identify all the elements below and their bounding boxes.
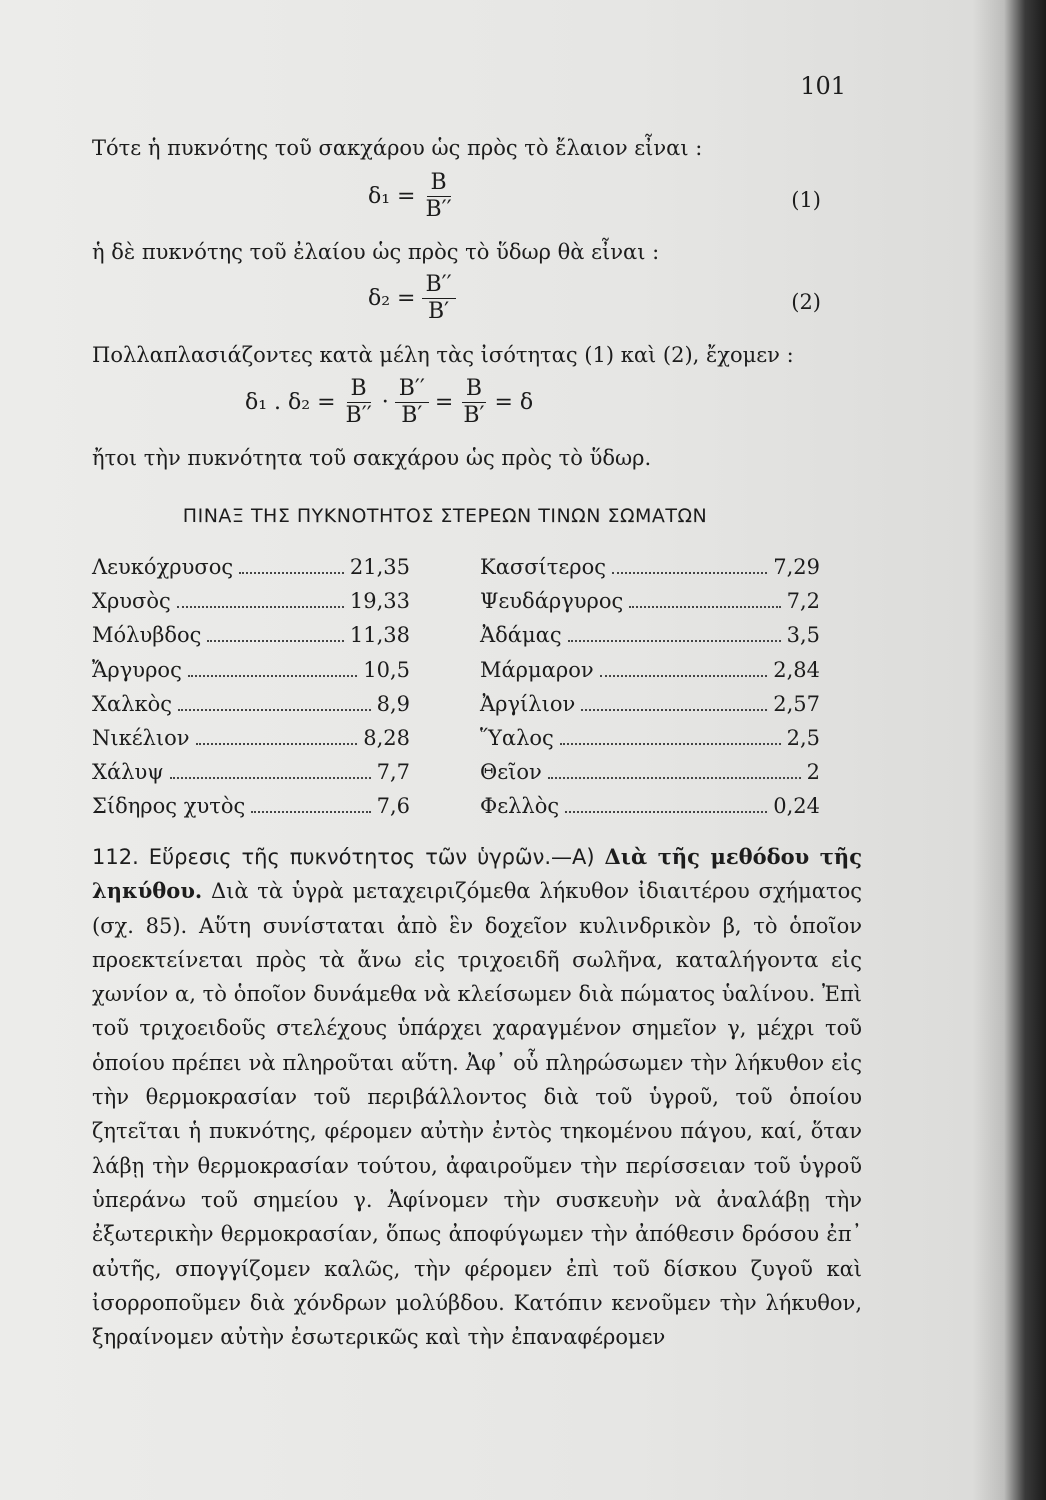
material-name: Λευκόχρυσος [92, 555, 234, 579]
equation-3-fraction-1-numerator: B [347, 376, 371, 403]
material-name: Κασσίτερος [480, 555, 607, 579]
density-value: 2,5 [786, 725, 820, 750]
equation-1-denominator: B′′ [425, 197, 452, 222]
leader-dots [565, 811, 767, 813]
equation-3-fraction-3 [459, 376, 488, 429]
density-value: 2,57 [773, 691, 820, 716]
equation-3-rhs: = δ [494, 390, 534, 415]
equation-2 [368, 272, 462, 325]
density-value: 2,84 [773, 657, 820, 682]
section-body: Διὰ τὰ ὑγρὰ μεταχειριζόμεθα λήκυθον ἰδιαιτέρου σχήματος (σχ. 85). Αὕτη συνίσταται ἀπὸ ἓν δοχεῖον κυλινδρικὸν β, τὸ ὁποῖον προεκτείνεται πρὸς τὰ ἄνω εἰς τριχοειδῆ σωλῆνα, καταλήγοντα εἰς χωνίον α, τὸ ὁποῖον δυνάμεθα νὰ κλείσωμεν διὰ πώματος ὑαλίνου. Ἐπὶ τοῦ τριχοειδοῦς στελέχους ὑπάρχει χαραγμένον σημεῖον γ, μέχρι τοῦ ὁποίου πρέπει νὰ πληροῦται αὕτη. Ἀφ᾿ οὗ πληρώσωμεν τὴν λήκυθον εἰς τὴν θερμοκρασίαν τοῦ περιβάλλοντος διὰ τοῦ ὑγροῦ, τοῦ ὁποίου ζητεῖται ἡ πυκνότης, φέρομεν αὐτὴν ἐντὸς τηκομένου πάγου, καί, ὅταν λάβῃ τὴν θερμοκρασίαν τούτου, ἀφαιροῦμεν τὴν περίσσειαν τοῦ ὑγροῦ ὑπεράνω τοῦ σημείου γ. Ἀφίνομεν τὴν συσκευὴν νὰ ἀναλάβῃ τὴν ἐξωτερικὴν θερμοκρασίαν, ὅπως ἀποφύγωμεν τὴν ἀπόθεσιν δρόσου ἐπ᾿ αὐτῆς, σπογγίζομεν καλῶς, τὴν φέρομεν ἐπὶ τοῦ δίσκου ζυγοῦ καὶ ἰσορροποῦμεν διὰ χόνδρων μολύβδου. Κατόπιν κενοῦμεν τὴν λήκυθον, ξηραίνομεν αὐτὴν ἐσωτερικῶς καὶ τὴν ἐπαναφέρομεν [92, 879, 862, 1350]
third-line: Πολλαπλασιάζοντες κατὰ μέλη τὰς ἰσότητας (1) καὶ (2), ἔχομεν : [92, 343, 794, 367]
equation-1-label: (1) [791, 188, 821, 212]
material-name: Νικέλιον [92, 725, 190, 750]
section-112 [92, 840, 862, 1354]
density-value: 3,5 [786, 623, 820, 648]
leader-dots [568, 640, 781, 642]
equation-3 [245, 376, 533, 429]
material-name: Χάλυψ [92, 760, 164, 785]
density-value: 21,35 [349, 555, 410, 579]
leader-dots [188, 675, 357, 677]
leader-dots [560, 743, 781, 745]
table-row [92, 760, 410, 794]
material-name: Σίδηρος χυτὸς [92, 794, 246, 819]
section-subheading: Διὰ τῆς μεθόδου τῆς ληκύθου. [92, 844, 862, 904]
material-name: Χαλκὸς [92, 691, 172, 716]
density-value: 8,28 [363, 725, 410, 750]
density-value: 7,29 [773, 555, 820, 579]
equation-2-label: (2) [791, 290, 821, 314]
table-row [92, 692, 410, 726]
table-row [480, 760, 820, 794]
leader-dots [178, 709, 371, 711]
table-row [92, 623, 410, 657]
leader-dots [548, 777, 801, 779]
equation-2-numerator: B′′ [422, 272, 456, 299]
equation-3-fraction-3-numerator: B [462, 376, 486, 403]
density-value: 11,38 [349, 623, 410, 648]
material-name: Ἄργυρος [92, 657, 182, 682]
leader-dots [207, 640, 343, 642]
density-table-right-column [480, 555, 820, 829]
table-row [480, 658, 820, 692]
table-row [480, 589, 820, 623]
table-row [480, 726, 820, 760]
table-title: ΠΙΝΑΞ ΤΗΣ ΠΥΚΝΟΤΗΤΟΣ ΣΤΕΡΕΩΝ ΤΙΝΩΝ ΣΩΜΑΤΩΝ [182, 505, 708, 527]
fourth-line: ἤτοι τὴν πυκνότητα τοῦ σακχάρου ὡς πρὸς τὸ ὕδωρ. [92, 446, 652, 470]
density-value: 8,9 [376, 691, 410, 716]
density-value: 10,5 [363, 657, 410, 682]
equation-3-fraction-2 [395, 376, 429, 429]
leader-dots [629, 606, 780, 608]
equation-2-fraction [422, 272, 456, 325]
equation-3-fraction-3-denominator: B′ [463, 403, 485, 428]
equation-1 [368, 170, 462, 223]
equation-1-lhs: δ₁ = [368, 184, 416, 209]
table-row [92, 589, 410, 623]
leader-dots [600, 675, 768, 677]
equation-3-fraction-1 [342, 376, 376, 429]
leader-dots [177, 606, 344, 608]
equation-1-numerator: B [427, 170, 451, 197]
table-row [480, 794, 820, 828]
density-value: 7,2 [786, 589, 820, 614]
section-heading: Εὕρεσις τῆς πυκνότητος τῶν ὑγρῶν.—Α) [148, 845, 595, 869]
material-name: Φελλὸς [480, 794, 560, 819]
equation-2-denominator: B′ [428, 299, 450, 324]
equation-3-fraction-1-denominator: B′′ [345, 403, 372, 428]
equation-3-equals: = [434, 390, 454, 415]
second-line: ἡ δὲ πυκνότης τοῦ ἐλαίου ὡς πρὸς τὸ ὕδωρ θὰ εἶναι : [92, 240, 660, 264]
material-name: Μόλυβδος [92, 623, 202, 648]
table-row [92, 555, 410, 589]
leader-dots [196, 743, 358, 745]
table-row [92, 658, 410, 692]
table-row [92, 794, 410, 828]
material-name: Ἀδάμας [480, 623, 562, 648]
density-value: 19,33 [349, 589, 410, 614]
equation-3-fraction-2-numerator: B′′ [395, 376, 429, 403]
equation-3-dot: · [381, 390, 389, 415]
table-row [92, 726, 410, 760]
density-value: 7,7 [376, 760, 410, 785]
material-name: Ψευδάργυρος [480, 589, 624, 614]
density-value: 0,24 [773, 794, 820, 819]
section-number: 112. [92, 845, 139, 869]
leader-dots [239, 572, 344, 574]
intro-line: Τότε ἡ πυκνότης τοῦ σακχάρου ὡς πρὸς τὸ ἔλαιον εἶναι : [92, 136, 703, 160]
leader-dots [251, 811, 370, 813]
density-table-left-column [92, 555, 410, 829]
table-row [480, 692, 820, 726]
material-name: Μάρμαρον [480, 657, 594, 682]
equation-2-lhs: δ₂ = [368, 286, 416, 311]
material-name: Θεῖον [480, 760, 542, 785]
density-value: 7,6 [376, 794, 410, 819]
leader-dots [170, 777, 371, 779]
density-value: 2 [806, 760, 820, 785]
equation-3-fraction-2-denominator: B′ [401, 403, 423, 428]
leader-dots [581, 709, 767, 711]
table-row [480, 623, 820, 657]
equation-1-fraction [422, 170, 456, 223]
material-name: Χρυσὸς [92, 589, 171, 614]
page-number: 101 [800, 72, 846, 100]
equation-3-lhs: δ₁ . δ₂ = [245, 390, 336, 415]
material-name: Ἀργίλιον [480, 691, 576, 716]
material-name: Ὕαλος [480, 725, 554, 750]
table-row [480, 555, 820, 589]
leader-dots [612, 572, 767, 574]
